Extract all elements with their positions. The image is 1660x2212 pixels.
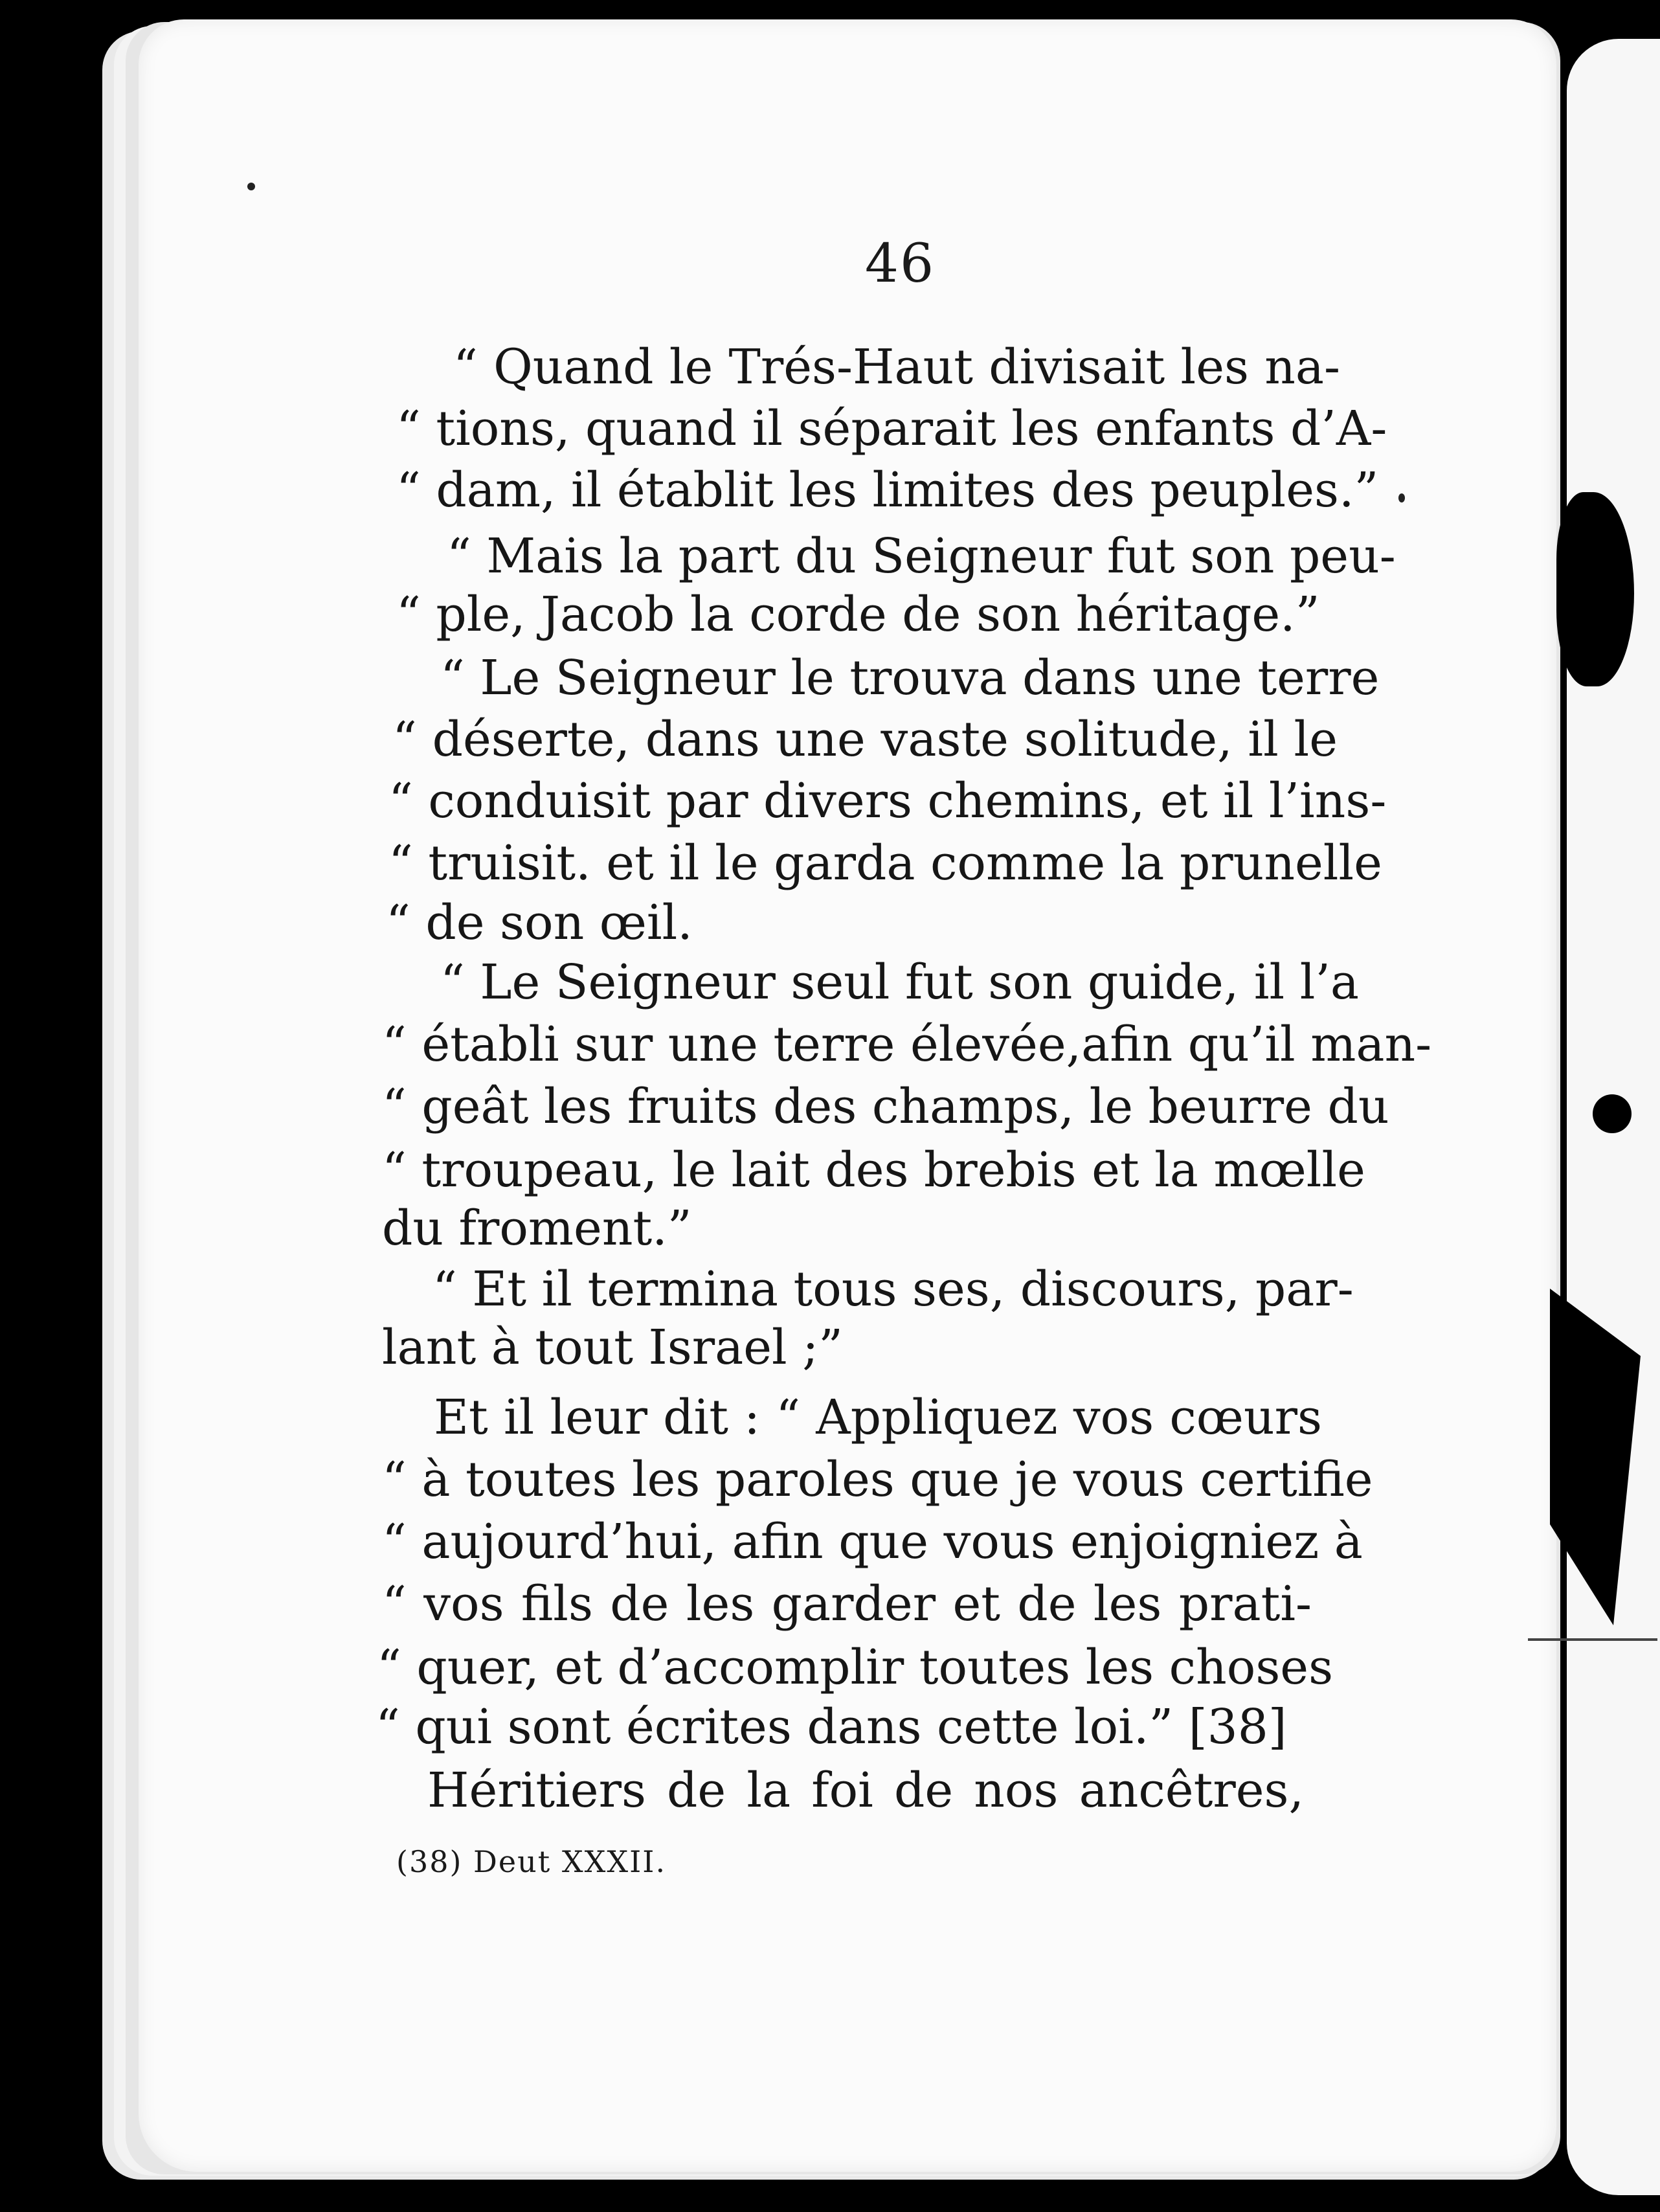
text-line: “ Quand le Trés-Haut divisait les na- bbox=[453, 339, 1340, 395]
text-line: “ geât les fruits des champs, le beurre du bbox=[382, 1079, 1389, 1134]
text-line: “ ple, Jacob la corde de son héritage.” bbox=[396, 587, 1320, 642]
footnote: (38) Deut XXXII. bbox=[396, 1844, 667, 1879]
text-line: “ à toutes les paroles que je vous certifie bbox=[382, 1452, 1373, 1507]
text-line: du froment.” bbox=[382, 1201, 692, 1256]
text-line: “ établi sur une terre élevée,afin qu’il man- bbox=[382, 1017, 1432, 1072]
page-number: 46 bbox=[864, 233, 936, 295]
text-line: “ qui sont écrites dans cette loi.” [38] bbox=[376, 1699, 1287, 1755]
text-line: “ truisit. et il le garda comme la prunelle bbox=[388, 835, 1382, 891]
text-line: lant à tout Israel ;” bbox=[382, 1320, 843, 1375]
text-line: “ conduisit par divers chemins, et il l’ins- bbox=[388, 773, 1387, 829]
text-line: “ déserte, dans une vaste solitude, il le bbox=[392, 712, 1338, 767]
text-line: “ quer, et d’accomplir toutes les choses bbox=[377, 1640, 1334, 1695]
text-line: “ dam, il établit les limites des peuples.” bbox=[396, 462, 1379, 518]
text-line: “ aujourd’hui, afin que vous enjoigniez à bbox=[382, 1514, 1363, 1570]
text-line: “ tions, quand il séparait les enfants d’A- bbox=[396, 401, 1387, 457]
text-line: Héritiers de la foi de nos ancêtres, bbox=[427, 1763, 1304, 1818]
text-line: “ vos fils de les garder et de les prati- bbox=[382, 1576, 1312, 1632]
text-line: “ de son œil. bbox=[386, 895, 693, 951]
text-line: “ Et il termina tous ses, discours, par- bbox=[432, 1261, 1354, 1317]
text-line: Et il leur dit : “ Appliquez vos cœurs bbox=[434, 1390, 1322, 1445]
text-line: “ Le Seigneur le trouva dans une terre bbox=[440, 650, 1380, 706]
text-line: “ troupeau, le lait des brebis et la mœlle bbox=[382, 1142, 1365, 1198]
text-line: “ Le Seigneur seul fut son guide, il l’a bbox=[440, 954, 1360, 1010]
text-line: “ Mais la part du Seigneur fut son peu- bbox=[447, 528, 1396, 584]
